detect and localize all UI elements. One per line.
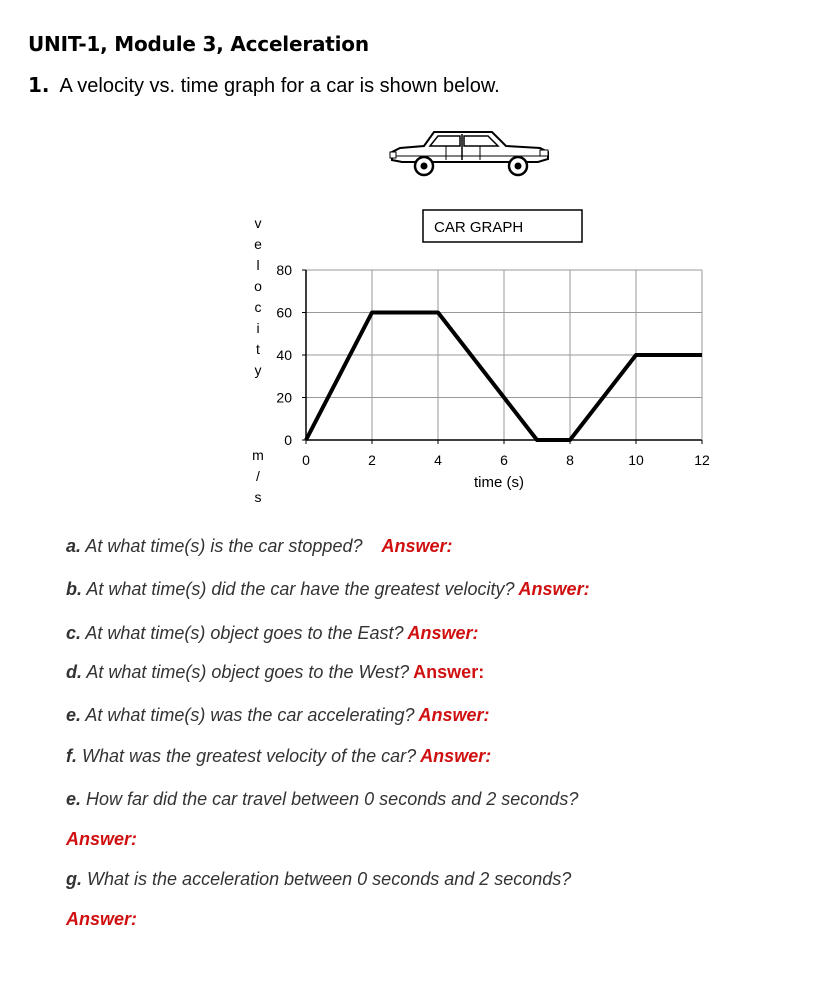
question-g-text: What is the acceleration between 0 seconds and 2 seconds? <box>87 869 572 889</box>
question-text: A velocity vs. time graph for a car is shown below. <box>59 75 500 97</box>
answer-label: Answer: <box>407 623 479 643</box>
answer-label: Answer: <box>518 579 590 599</box>
question-g <box>66 869 571 890</box>
answer-label: Answer: <box>66 909 138 929</box>
y-unit-letter: m <box>252 447 264 463</box>
question-a-text: At what time(s) is the car stopped? <box>85 536 363 556</box>
question-c-text: At what time(s) object goes to the East? <box>85 623 404 643</box>
question-f <box>66 746 491 767</box>
y-axis-label-letter: e <box>254 236 262 252</box>
question-number: 1. <box>28 73 50 97</box>
y-unit-letter: s <box>254 489 262 505</box>
question-b <box>66 579 590 600</box>
y-axis-label-letter: y <box>254 362 262 378</box>
page-title: UNIT-1, Module 3, Acceleration <box>28 32 369 56</box>
answer-label: Answer: <box>66 829 138 849</box>
y-unit-letter: / <box>256 468 260 484</box>
chart-tick-labels <box>276 262 710 468</box>
x-tick-label: 0 <box>302 452 310 468</box>
x-tick-label: 12 <box>694 452 710 468</box>
y-tick-label: 40 <box>276 347 292 363</box>
question-letter: e. <box>66 789 82 809</box>
y-tick-label: 20 <box>276 389 292 406</box>
x-tick-label: 6 <box>500 452 508 468</box>
y-axis-label-letter: c <box>254 299 262 315</box>
y-axis-label-letter: o <box>254 278 262 294</box>
x-tick-label: 4 <box>434 452 442 468</box>
question-c <box>66 623 479 644</box>
chart-ylabel <box>254 215 262 378</box>
question-a <box>66 536 453 557</box>
y-axis-label-letter: t <box>256 341 260 357</box>
question-letter: e. <box>66 705 82 725</box>
question-d <box>66 662 484 683</box>
answer-label: Answer: <box>381 536 453 556</box>
question-letter: f. <box>66 746 77 766</box>
x-tick-label: 10 <box>628 452 644 468</box>
chart-yunit <box>252 447 264 505</box>
question-b-text: At what time(s) did the car have the greatest velocity? <box>86 579 515 599</box>
question-1 <box>28 73 500 98</box>
answer-label: Answer: <box>413 662 485 682</box>
question-f-text: What was the greatest velocity of the car? <box>82 746 417 766</box>
car-illustration <box>388 126 552 182</box>
answer-label: Answer: <box>418 705 490 725</box>
velocity-time-graph <box>240 200 720 510</box>
answer-e2 <box>66 829 137 850</box>
question-e-text: At what time(s) was the car accelerating? <box>85 705 415 725</box>
y-axis-label-letter: l <box>256 257 260 273</box>
question-letter: g. <box>66 869 82 889</box>
x-tick-label: 8 <box>566 452 574 468</box>
y-axis-label-letter: i <box>256 320 260 336</box>
answer-g <box>66 909 137 930</box>
question-e2 <box>66 789 578 810</box>
y-tick-label: 60 <box>276 304 292 321</box>
question-letter: b. <box>66 579 82 599</box>
y-tick-label: 0 <box>284 432 292 448</box>
question-letter: a. <box>66 536 82 556</box>
question-d-text: At what time(s) object goes to the West? <box>86 662 410 682</box>
question-e <box>66 705 490 726</box>
y-tick-label: 80 <box>276 262 292 278</box>
question-e2-text: How far did the car travel between 0 seconds and 2 seconds? <box>86 789 579 809</box>
x-axis-label: time (s) <box>474 474 524 491</box>
y-axis-label-letter: v <box>254 215 262 231</box>
legend-label: CAR GRAPH <box>434 219 524 236</box>
x-tick-label: 2 <box>368 452 376 468</box>
answer-label: Answer: <box>420 746 492 766</box>
question-letter: d. <box>66 662 82 682</box>
question-letter: c. <box>66 623 82 643</box>
